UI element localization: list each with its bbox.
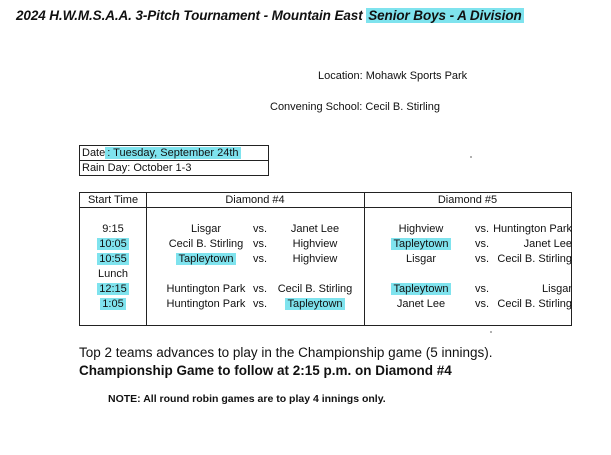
d5-home-team: Lisgar xyxy=(406,253,436,265)
scan-speck xyxy=(470,156,472,158)
row-time: 12:15 xyxy=(99,283,127,295)
d4-away-team: Highview xyxy=(292,253,338,265)
d5-home-team: Highview xyxy=(398,223,444,235)
header-start-time: Start Time xyxy=(87,194,139,206)
d4-vs: vs. xyxy=(252,283,268,295)
date-row xyxy=(80,146,268,160)
d4-away-team: Highview xyxy=(292,238,338,250)
d4-home-team: Tapleytown xyxy=(178,253,234,265)
d4-vs: vs. xyxy=(252,223,268,235)
d5-vs: vs. xyxy=(474,253,490,265)
convening-school-line: Convening School: Cecil B. Stirling xyxy=(270,101,440,113)
d4-away-team: Janet Lee xyxy=(290,223,340,235)
date-box xyxy=(79,145,269,176)
d4-vs: vs. xyxy=(252,253,268,265)
d5-away-team: Huntington Park xyxy=(493,223,572,235)
header-diamond-4: Diamond #4 xyxy=(225,194,285,206)
d4-home-team: Huntington Park xyxy=(166,298,246,310)
d5-home-team: Tapleytown xyxy=(393,238,449,250)
date-label: Date xyxy=(82,147,106,159)
d4-vs: vs. xyxy=(252,238,268,250)
d5-vs: vs. xyxy=(474,298,490,310)
d5-vs: vs. xyxy=(474,283,490,295)
column-divider-diamonds xyxy=(364,193,365,325)
document-title xyxy=(16,8,524,23)
d5-away-team: Janet Lee xyxy=(523,238,572,250)
d4-home-team: Cecil B. Stirling xyxy=(168,238,244,250)
scan-speck xyxy=(490,331,492,333)
d4-home-team: Lisgar xyxy=(191,223,221,235)
date-value: : Tuesday, September 24th xyxy=(107,147,239,159)
title-prefix: 2024 H.W.M.S.A.A. 3-Pitch Tournament - Mountain East xyxy=(16,8,367,23)
d4-away-team: Cecil B. Stirling xyxy=(277,283,353,295)
row-time: 1:05 xyxy=(102,298,124,310)
title-division: Senior Boys - A Division xyxy=(368,8,522,23)
d4-away-team: Tapleytown xyxy=(287,298,343,310)
header-divider xyxy=(80,207,571,208)
lunch-break: Lunch xyxy=(98,268,128,280)
d5-home-team: Tapleytown xyxy=(393,283,449,295)
d5-away-team: Cecil B. Stirling xyxy=(497,253,572,265)
d4-home-team: Huntington Park xyxy=(166,283,246,295)
d5-vs: vs. xyxy=(474,238,490,250)
row-time: 10:05 xyxy=(99,238,127,250)
round-robin-note: NOTE: All round robin games are to play 4 innings only. xyxy=(108,393,386,405)
advance-note: Top 2 teams advances to play in the Championship game (5 innings). xyxy=(79,345,493,360)
d5-away-team: Lisgar xyxy=(542,283,572,295)
d5-home-team: Janet Lee xyxy=(396,298,446,310)
d5-vs: vs. xyxy=(474,223,490,235)
schedule-table xyxy=(79,192,572,326)
row-time: 9:15 xyxy=(102,223,124,235)
d4-vs: vs. xyxy=(252,298,268,310)
rain-day-row: Rain Day: October 1-3 xyxy=(80,160,268,175)
d5-away-team: Cecil B. Stirling xyxy=(497,298,572,310)
row-time: 10:55 xyxy=(99,253,127,265)
header-diamond-5: Diamond #5 xyxy=(437,194,498,206)
location-line: Location: Mohawk Sports Park xyxy=(318,70,468,82)
championship-note: Championship Game to follow at 2:15 p.m. on Diamond #4 xyxy=(79,363,452,378)
